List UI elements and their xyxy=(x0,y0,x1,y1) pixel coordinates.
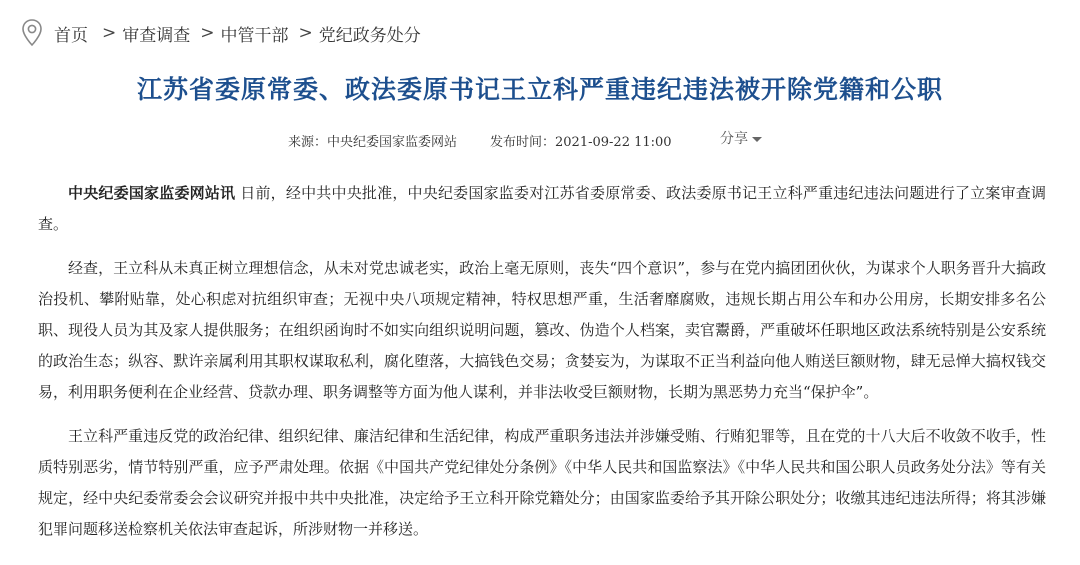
breadcrumb xyxy=(20,18,421,48)
article-body xyxy=(38,178,1046,558)
breadcrumb-home-link[interactable]: 首页 xyxy=(54,25,88,46)
share-button[interactable] xyxy=(720,128,762,148)
share-label: 分享 xyxy=(720,131,748,147)
breadcrumb-disciplinary-sanctions-link[interactable]: 党纪政务处分 xyxy=(318,25,421,46)
article-title: 江苏省委原常委、政法委原书记王立科严重违纪违法被开除党籍和公职 xyxy=(136,75,943,104)
article-paragraph: 王立科严重违反党的政治纪律、组织纪律、廉洁纪律和生活纪律，构成严重职务违法并涉嫌受贿、行贿犯罪等，且在党的十八大后不收敛不收手，性质特别恶劣，情节特别严重，应予严肃处理。依据《中国共产党纪律处分条例》《中华人民共和国监察法》《中华人民共和国公职人员政务处分法》等有关规定，经中央纪委常委会会议研究并报中共中央批准，决定给予王立科开除党籍处分；由国家监委给予其开除公职处分；收缴其违纪违法所得；将其涉嫌犯罪问题移送检察机关依法审查起诉，所涉财物一并移送。 xyxy=(38,427,1046,538)
publish-time-value: 2021-09-22 11:00 xyxy=(555,135,672,150)
paragraph-text: 日前，经中共中央批准，中央纪委国家监委对江苏省委原常委、政法委原书记王立科严重违纪违法问题进行了立案审查调查。 xyxy=(38,184,1046,233)
breadcrumb-review-investigation-link[interactable]: 审查调查 xyxy=(122,25,191,46)
source-value: 中央纪委国家监委网站 xyxy=(327,135,458,150)
chevron-down-icon xyxy=(752,137,762,142)
article-paragraph xyxy=(38,178,1046,240)
source-label: 来源： xyxy=(288,135,328,150)
lead-source-tag: 中央纪委国家监委网站讯 xyxy=(68,184,236,202)
article-paragraph: 经查，王立科从未真正树立理想信念，从未对党忠诚老实，政治上毫无原则，丧失“四个意识”，参与在党内搞团团伙伙，为谋求个人职务晋升大搞政治投机、攀附贴靠，处心积虑对抗组织审查；无视中央八项规定精神，特权思想严重，生活奢靡腐败，违规长期占用公车和办公用房，长期安排多名公职、现役人员为其及家人提供服务；在组织函询时不如实向组织说明问题，篡改、伪造个人档案，卖官鬻爵，严重破坏任职地区政法系统特别是公安系统的政治生态；纵容、默许亲属利用其职权谋取私利，腐化堕落，大搞钱色交易；贪婪妄为，为谋取不正当利益向他人贿送巨额财物，肆无忌惮大搞权钱交易，利用职务便利在企业经营、贷款办理、职务调整等方面为他人谋利，并非法收受巨额财物，长期为黑恶势力充当“保护伞”。 xyxy=(38,259,1046,401)
article-meta xyxy=(0,128,1080,150)
article-publish-time xyxy=(490,131,672,150)
breadcrumb-separator: > xyxy=(200,23,215,43)
location-icon xyxy=(20,18,44,48)
publish-time-label: 发布时间： xyxy=(490,135,556,150)
breadcrumb-separator: > xyxy=(298,23,313,43)
article-source xyxy=(288,131,457,150)
breadcrumb-central-cadres-link[interactable]: 中管干部 xyxy=(220,25,289,46)
breadcrumb-separator: > xyxy=(102,23,117,43)
